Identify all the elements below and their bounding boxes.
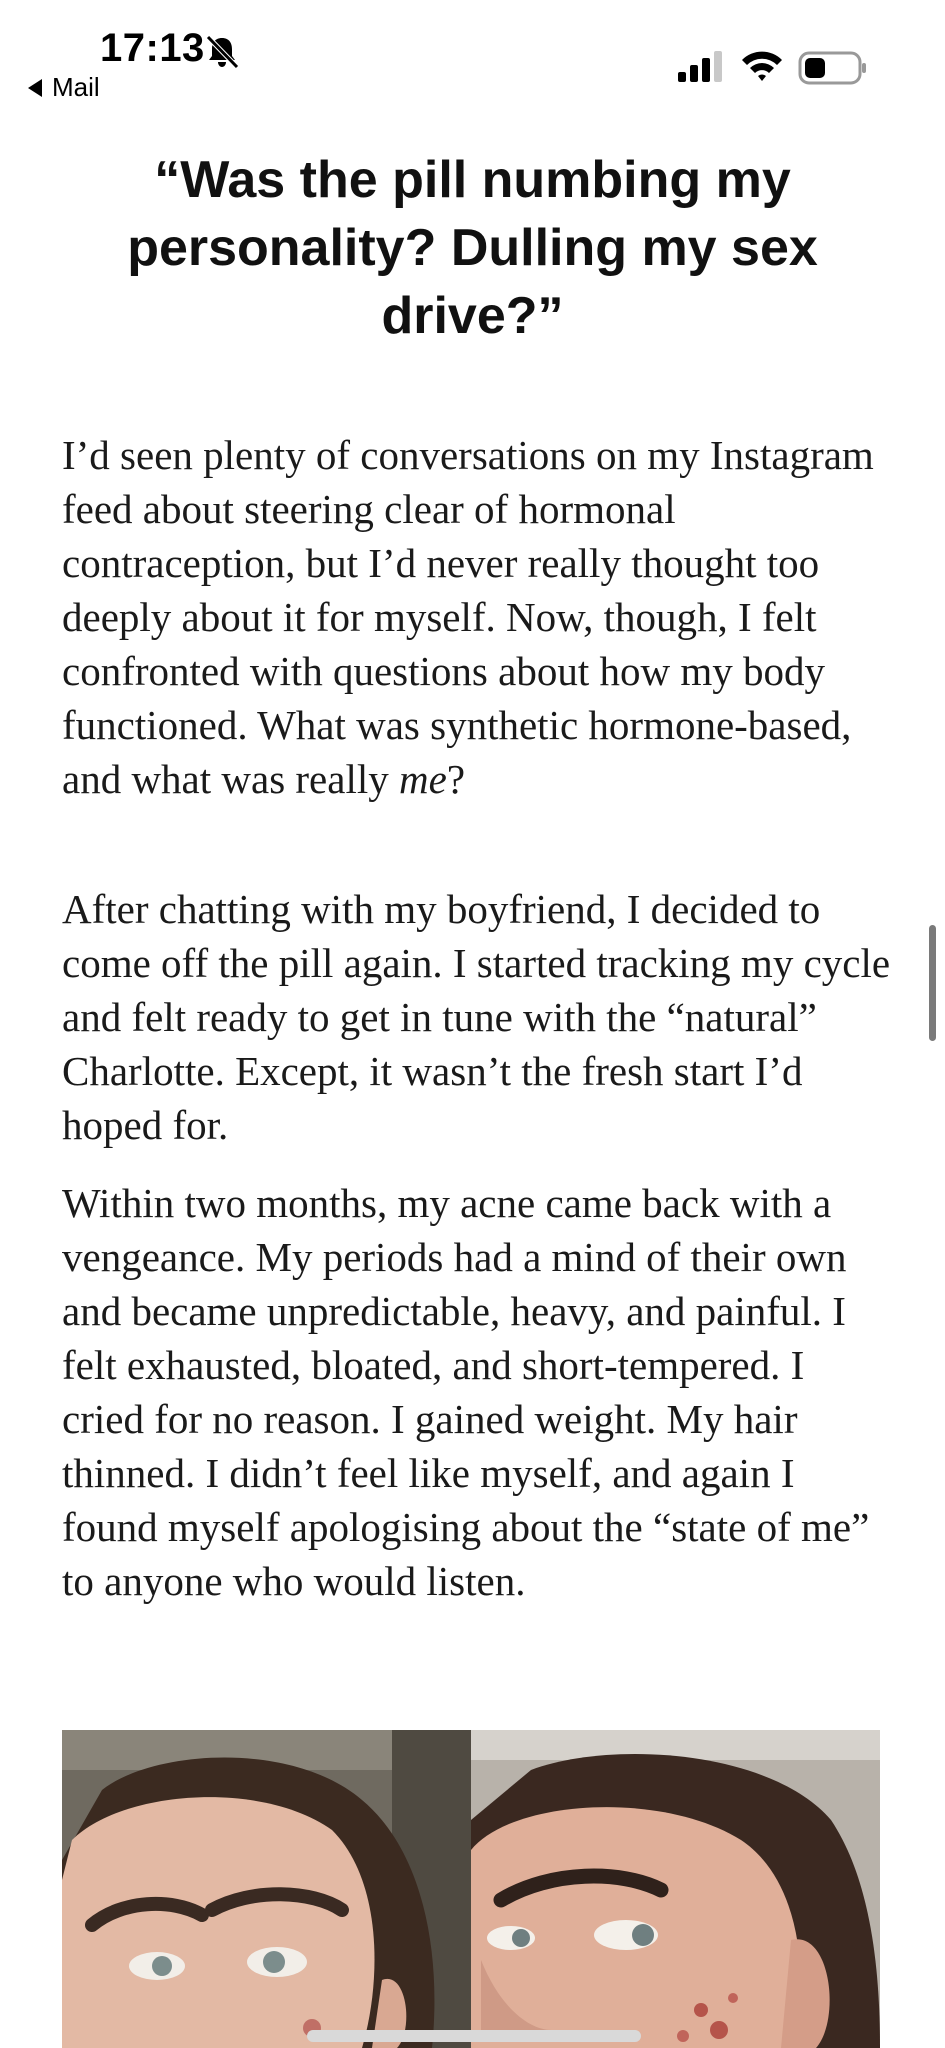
back-to-mail-link[interactable] bbox=[28, 72, 100, 103]
article-paragraph-3: Within two months, my acne came back with a vengeance. My periods had a mind of their own and became unpredictable, heavy, and painful. I felt exhausted, bloated, and short-tempered. I cried for no reason. I gained weight. My hair thinned. I didn’t feel like myself, and again I found myself apologising about the “state of me” to anyone who would listen. bbox=[62, 1180, 870, 1604]
vertical-scrollbar[interactable] bbox=[929, 925, 936, 1041]
status-time: 17:13 bbox=[100, 26, 205, 70]
cellular-signal-icon bbox=[678, 50, 726, 84]
back-label: Mail bbox=[52, 72, 100, 102]
article-photo bbox=[62, 1730, 880, 2048]
status-bar bbox=[0, 0, 945, 110]
article-paragraph-1 bbox=[62, 428, 892, 806]
paragraph-1-emphasis: me bbox=[399, 756, 447, 802]
photo-left-face bbox=[62, 1730, 471, 2048]
back-arrow-icon bbox=[28, 79, 42, 97]
wifi-icon bbox=[740, 48, 784, 84]
article-headline: “Was the pill numbing my personality? Dulling my sex drive?” bbox=[127, 151, 818, 345]
article-paragraph-2: After chatting with my boyfriend, I decided to come off the pill again. I started tracking my cycle and felt ready to get in tune with the “natural” Charlotte. Except, it wasn’t the fresh start I’d hoped for. bbox=[62, 886, 891, 1148]
photo-right-face bbox=[471, 1730, 880, 2048]
battery-icon bbox=[798, 50, 868, 86]
home-indicator[interactable] bbox=[307, 2030, 641, 2042]
paragraph-1-end: ? bbox=[446, 756, 466, 802]
paragraph-1-text: I’d seen plenty of conversations on my Instagram feed about steering clear of hormonal contraception, but I’d never really thought too deeply about it for myself. Now, though, I felt confronted with questions about how my body functioned. What was synthetic hormone-based, and what was really bbox=[62, 432, 874, 802]
bell-slash-icon bbox=[204, 34, 240, 70]
